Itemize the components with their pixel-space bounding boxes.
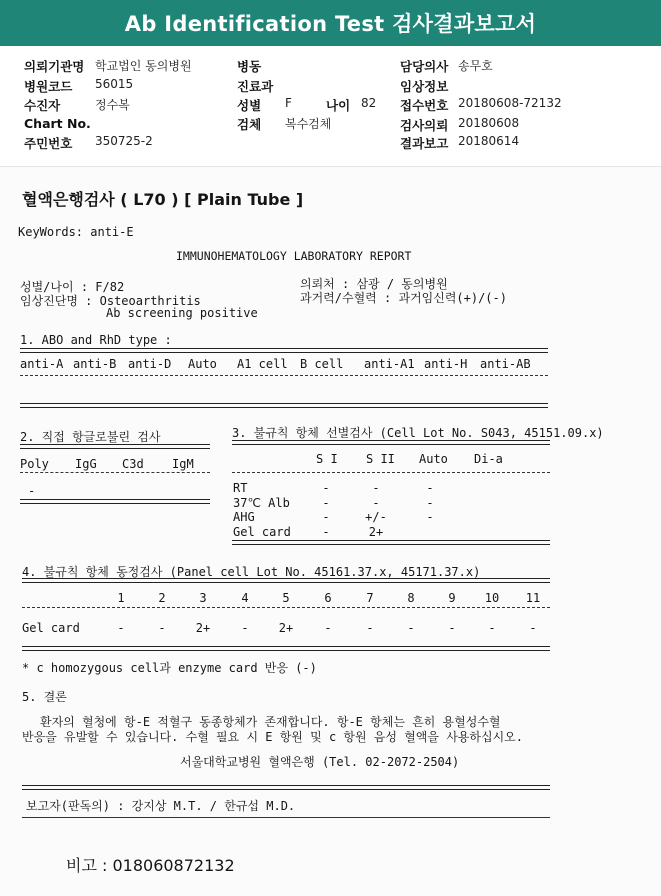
sex-value: F bbox=[285, 96, 292, 110]
note: * c homozygous cell과 enzyme card 반응 (-) bbox=[22, 661, 317, 675]
abo-column-header: anti-A bbox=[20, 357, 64, 371]
dat-column-header: Poly bbox=[20, 457, 49, 471]
panel-column-header: 10 bbox=[484, 591, 500, 605]
dat-result: - bbox=[28, 484, 36, 498]
panel-result: - bbox=[407, 621, 415, 635]
dept-label: 진료과 bbox=[237, 79, 274, 94]
doctor-value: 송무호 bbox=[458, 59, 493, 73]
divider bbox=[20, 472, 210, 473]
panel-column-header: 2 bbox=[158, 591, 166, 605]
divider bbox=[20, 444, 210, 449]
screen-row-label: Gel card bbox=[233, 524, 291, 539]
report-heading: 혈액은행검사 ( L70 ) [ Plain Tube ] bbox=[22, 190, 304, 209]
blood-bank: 서울대학교병원 혈액은행 (Tel. 02-2072-2504) bbox=[180, 755, 460, 769]
received-label: 접수번호 bbox=[400, 98, 449, 113]
panel-column-header: 9 bbox=[448, 591, 456, 605]
dat-column-header: IgG bbox=[75, 457, 97, 471]
ward-label: 병동 bbox=[237, 59, 262, 74]
divider bbox=[22, 817, 550, 818]
sex-label: 성별 bbox=[237, 98, 262, 113]
screen-result: - bbox=[322, 524, 330, 539]
divider bbox=[20, 348, 548, 353]
abo-column-header: anti-D bbox=[128, 357, 172, 371]
panel-column-header: 4 bbox=[241, 591, 249, 605]
abo-column-header: B cell bbox=[300, 357, 344, 371]
dat-column-header: C3d bbox=[122, 457, 144, 471]
panel-column-header: 11 bbox=[525, 591, 541, 605]
screen-row-label: 37℃ Alb bbox=[233, 495, 290, 510]
screen-column-header: S I bbox=[316, 452, 338, 466]
screen-result: - bbox=[426, 495, 434, 510]
received-value: 20180608-72132 bbox=[458, 96, 562, 110]
patient-value: 정수복 bbox=[95, 98, 130, 112]
panel-result: - bbox=[529, 621, 537, 635]
screen-result: +/- bbox=[365, 510, 387, 524]
patient-label: 수진자 bbox=[24, 98, 61, 113]
divider bbox=[22, 646, 550, 651]
rrn-value: 350725-2 bbox=[95, 134, 153, 148]
panel-result: 2+ bbox=[195, 621, 211, 635]
panel-column-header: 6 bbox=[324, 591, 332, 605]
panel-row-label: Gel card bbox=[22, 621, 80, 635]
panel-result: 2+ bbox=[278, 621, 294, 635]
keywords: KeyWords: anti-E bbox=[18, 225, 134, 239]
abo-column-header: Auto bbox=[188, 357, 217, 371]
dat-column-header: IgM bbox=[172, 457, 194, 471]
reported-value: 20180614 bbox=[458, 134, 520, 148]
diagnosis: 임상진단명 : Osteoarthritis bbox=[20, 294, 201, 308]
institution-label: 의뢰기관명 bbox=[24, 59, 85, 74]
panel-column-header: 3 bbox=[199, 591, 207, 605]
panel-result: - bbox=[448, 621, 456, 635]
abo-column-header: anti-B bbox=[73, 357, 117, 371]
divider bbox=[22, 578, 550, 583]
doctor-label: 담당의사 bbox=[400, 59, 449, 74]
divider bbox=[232, 540, 550, 545]
screen-column-header: Auto bbox=[419, 452, 448, 466]
remark: 비고 : 018060872132 bbox=[66, 856, 235, 875]
screen-row-label: RT bbox=[233, 481, 248, 495]
hospital-code-label: 병원코드 bbox=[24, 79, 73, 94]
report-title: Ab Identification Test 검사결과보고서 bbox=[0, 0, 661, 46]
age-value: 82 bbox=[361, 96, 377, 110]
screen-result: - bbox=[372, 481, 380, 495]
panel-column-header: 1 bbox=[117, 591, 125, 605]
rrn-label: 주민번호 bbox=[24, 136, 73, 151]
diagnosis-2: Ab screening positive bbox=[106, 306, 258, 320]
reported-label: 결과보고 bbox=[400, 136, 449, 151]
section2-title: 2. 직접 항글로불린 검사 bbox=[20, 430, 161, 444]
screen-result: - bbox=[426, 510, 434, 524]
panel-result: - bbox=[324, 621, 332, 635]
divider bbox=[20, 375, 548, 376]
divider bbox=[22, 785, 550, 790]
screen-column-header: Di-a bbox=[474, 452, 503, 466]
sex-age: 성별/나이 : F/82 bbox=[20, 280, 125, 294]
panel-result: - bbox=[158, 621, 166, 635]
section4-title: 4. 불규칙 항체 동정검사 (Panel cell Lot No. 45161.37.x, 45171.37.x) bbox=[22, 565, 481, 579]
section3-title: 3. 불규칙 항체 선별검사 (Cell Lot No. S043, 45151.09.x) bbox=[232, 426, 604, 440]
chart-label: Chart No. bbox=[24, 116, 91, 131]
hospital-code-value: 56015 bbox=[95, 77, 134, 91]
panel-result: - bbox=[117, 621, 125, 635]
conclusion-line-2: 반응을 유발할 수 있습니다. 수혈 필요 시 E 항원 및 c 항원 음성 혈액을 사용하십시오. bbox=[22, 730, 523, 744]
specimen-value: 복수검체 bbox=[285, 117, 332, 131]
specimen-label: 검체 bbox=[237, 117, 262, 132]
abo-column-header: A1 cell bbox=[237, 357, 288, 371]
age-label: 나이 bbox=[326, 98, 351, 113]
lab-title: IMMUNOHEMATOLOGY LABORATORY REPORT bbox=[176, 249, 412, 263]
screen-result: - bbox=[322, 481, 330, 495]
institution-value: 학교법인 동의병원 bbox=[95, 59, 192, 73]
section5-title: 5. 결론 bbox=[22, 690, 67, 704]
screen-result: - bbox=[426, 481, 434, 495]
screen-result: - bbox=[372, 495, 380, 510]
panel-column-header: 8 bbox=[407, 591, 415, 605]
abo-column-header: anti-A1 bbox=[364, 357, 415, 371]
panel-column-header: 7 bbox=[366, 591, 374, 605]
screen-column-header: S II bbox=[366, 452, 395, 466]
requested-value: 20180608 bbox=[458, 116, 520, 130]
panel-result: - bbox=[241, 621, 249, 635]
panel-column-header: 5 bbox=[282, 591, 290, 605]
screen-row-label: AHG bbox=[233, 510, 255, 524]
divider bbox=[232, 440, 550, 445]
history: 과거력/수혈력 : 과거임신력(+)/(-) bbox=[300, 291, 507, 305]
screen-result: 2+ bbox=[368, 524, 384, 539]
conclusion-line-1: 환자의 혈청에 항-E 적혈구 동종항체가 존재합니다. 항-E 항체는 흔히 용혈성수혈 bbox=[40, 715, 501, 729]
clinical-label: 임상정보 bbox=[400, 79, 449, 94]
divider bbox=[232, 472, 550, 473]
reporter: 보고자(판독의) : 강지상 M.T. / 한규섭 M.D. bbox=[26, 799, 296, 813]
divider bbox=[22, 607, 550, 608]
divider bbox=[20, 499, 210, 504]
requester: 의뢰처 : 삼광 / 동의병원 bbox=[300, 277, 448, 291]
section1-title: 1. ABO and RhD type : bbox=[20, 333, 172, 347]
abo-column-header: anti-H bbox=[424, 357, 468, 371]
screen-result: - bbox=[322, 510, 330, 524]
divider bbox=[20, 403, 548, 408]
abo-column-header: anti-AB bbox=[480, 357, 531, 371]
panel-result: - bbox=[488, 621, 496, 635]
panel-result: - bbox=[366, 621, 374, 635]
requested-label: 검사의뢰 bbox=[400, 118, 449, 133]
screen-result: - bbox=[322, 495, 330, 510]
